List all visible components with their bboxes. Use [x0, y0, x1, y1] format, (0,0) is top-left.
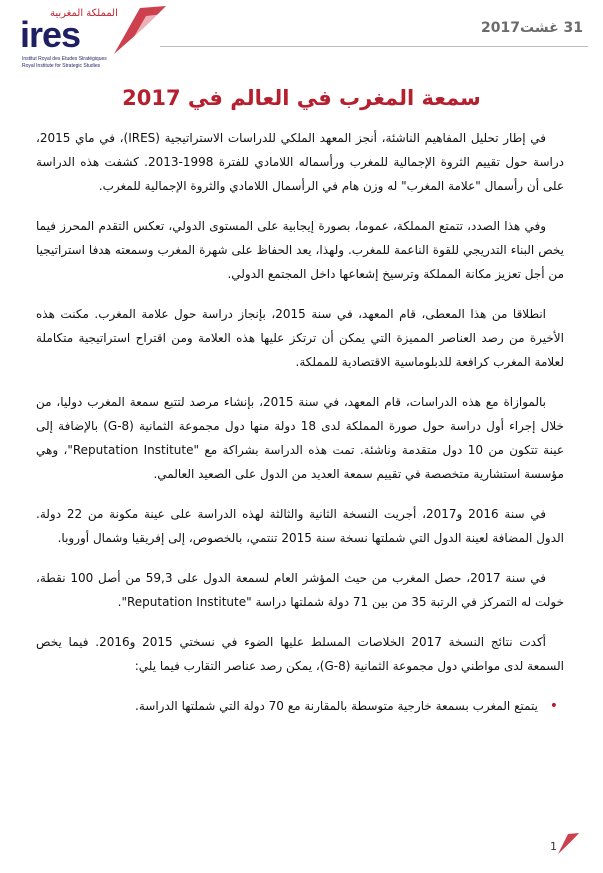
ires-logo — [10, 4, 160, 70]
header-divider — [160, 46, 588, 47]
paragraph: وفي هذا الصدد، تتمتع المملكة، عموما، بصورة إيجابية على المستوى الدولي، تعكس التقدم المحرز فيما يخص البناء التدريجي للقوة الناعمة للمغرب. ولهذا، يعد الحفاظ على شهرة المغرب وسمعته هدفا استراتيجيا من أجل تعزيز مكانة المملكة وترسيخ إشعاعها داخل المجتمع الدولي. — [36, 219, 564, 281]
paragraph: انطلاقا من هذا المعطى، قام المعهد، في سنة 2015، بإنجاز دراسة حول علامة المغرب. مكنت هذه الأخيرة من رصد العناصر المميزة التي يمكن أن ترتكز عليها هذه العلامة ومن اقتراح استراتيجية متكاملة لعلامة المغرب كرافعة للدبلوماسية الاقتصادية للمملكة. — [36, 307, 564, 369]
bullet-list — [36, 694, 564, 718]
page-header — [0, 0, 603, 80]
paragraph: أكدت نتائج النسخة 2017 الخلاصات المسلط عليها الضوء في نسختي 2015 و2016. فيما يخص السمعة لدى مواطني دول مجموعة الثمانية (G-8)، يمكن رصد عناصر التقارب فيما يلي: — [36, 635, 564, 673]
logo-subtitle-fr: Institut Royal des Etudes Stratégiques — [22, 56, 107, 62]
list-item: • يتمتع المغرب بسمعة خارجية متوسطة بالمقارنة مع 70 دولة التي شملتها الدراسة. — [36, 694, 564, 718]
paragraph: في إطار تحليل المفاهيم الناشئة، أنجز المعهد الملكي للدراسات الاستراتيجية (IRES)، في ماي 2015، دراسة حول تقييم الثروة الإجمالية للمغرب ورأسماله اللامادي للفترة 1998-2013. كشفت هذه الدراسة على أن رأسمال "علامة المغرب" له وزن هام في الرأسمال اللامادي والثروة الإجمالية للمغرب. — [36, 131, 564, 193]
document-body — [36, 126, 564, 718]
paragraph: في سنة 2017، حصل المغرب من حيث المؤشر العام لسمعة الدول على 59,3 من أصل 100 نقطة، خولت له التمركز في الرتبة 35 من بين 71 دولة شملتها دراسة "Reputation Institute". — [36, 571, 564, 609]
paragraph: في سنة 2016 و2017، أجريت النسخة الثانية والثالثة لهذه الدراسة على عينة مكونة من 22 دولة. الدول المضافة لعينة الدول التي شملتها نسخة سنة 2015 تنتمي، بالخصوص، إلى إفريقيا وشمال أوروبا. — [36, 507, 564, 545]
logo-subtitle-en: Royal Institute for Strategic Studies — [22, 63, 101, 69]
wing-icon — [110, 4, 168, 56]
logo-wordmark: ires — [20, 14, 81, 55]
paragraph: بالموازاة مع هذه الدراسات، قام المعهد، في سنة 2015، بإنشاء مرصد لتتبع سمعة المغرب دوليا، من خلال إجراء أول دراسة حول صورة المملكة لدى 18 دولة منها دول مجموعة الثمانية (G-8) بالإضافة إلى عينة تتكون من 10 دول متقدمة وناشئة. تمت هذه الدراسة بشراكة مع "Reputation Institute"، وهي مؤسسة استشارية متخصصة في تقييم سمعة العديد من الدول على الصعيد العالمي. — [36, 395, 564, 481]
wing-icon-footer — [556, 832, 580, 856]
document-date: 31 غشت2017 — [481, 20, 583, 36]
logo-arabic-text: المملكة المغربية — [50, 8, 118, 19]
page-title: سمعة المغرب في العالم في 2017 — [122, 86, 481, 110]
page-number: 1 — [550, 840, 557, 853]
